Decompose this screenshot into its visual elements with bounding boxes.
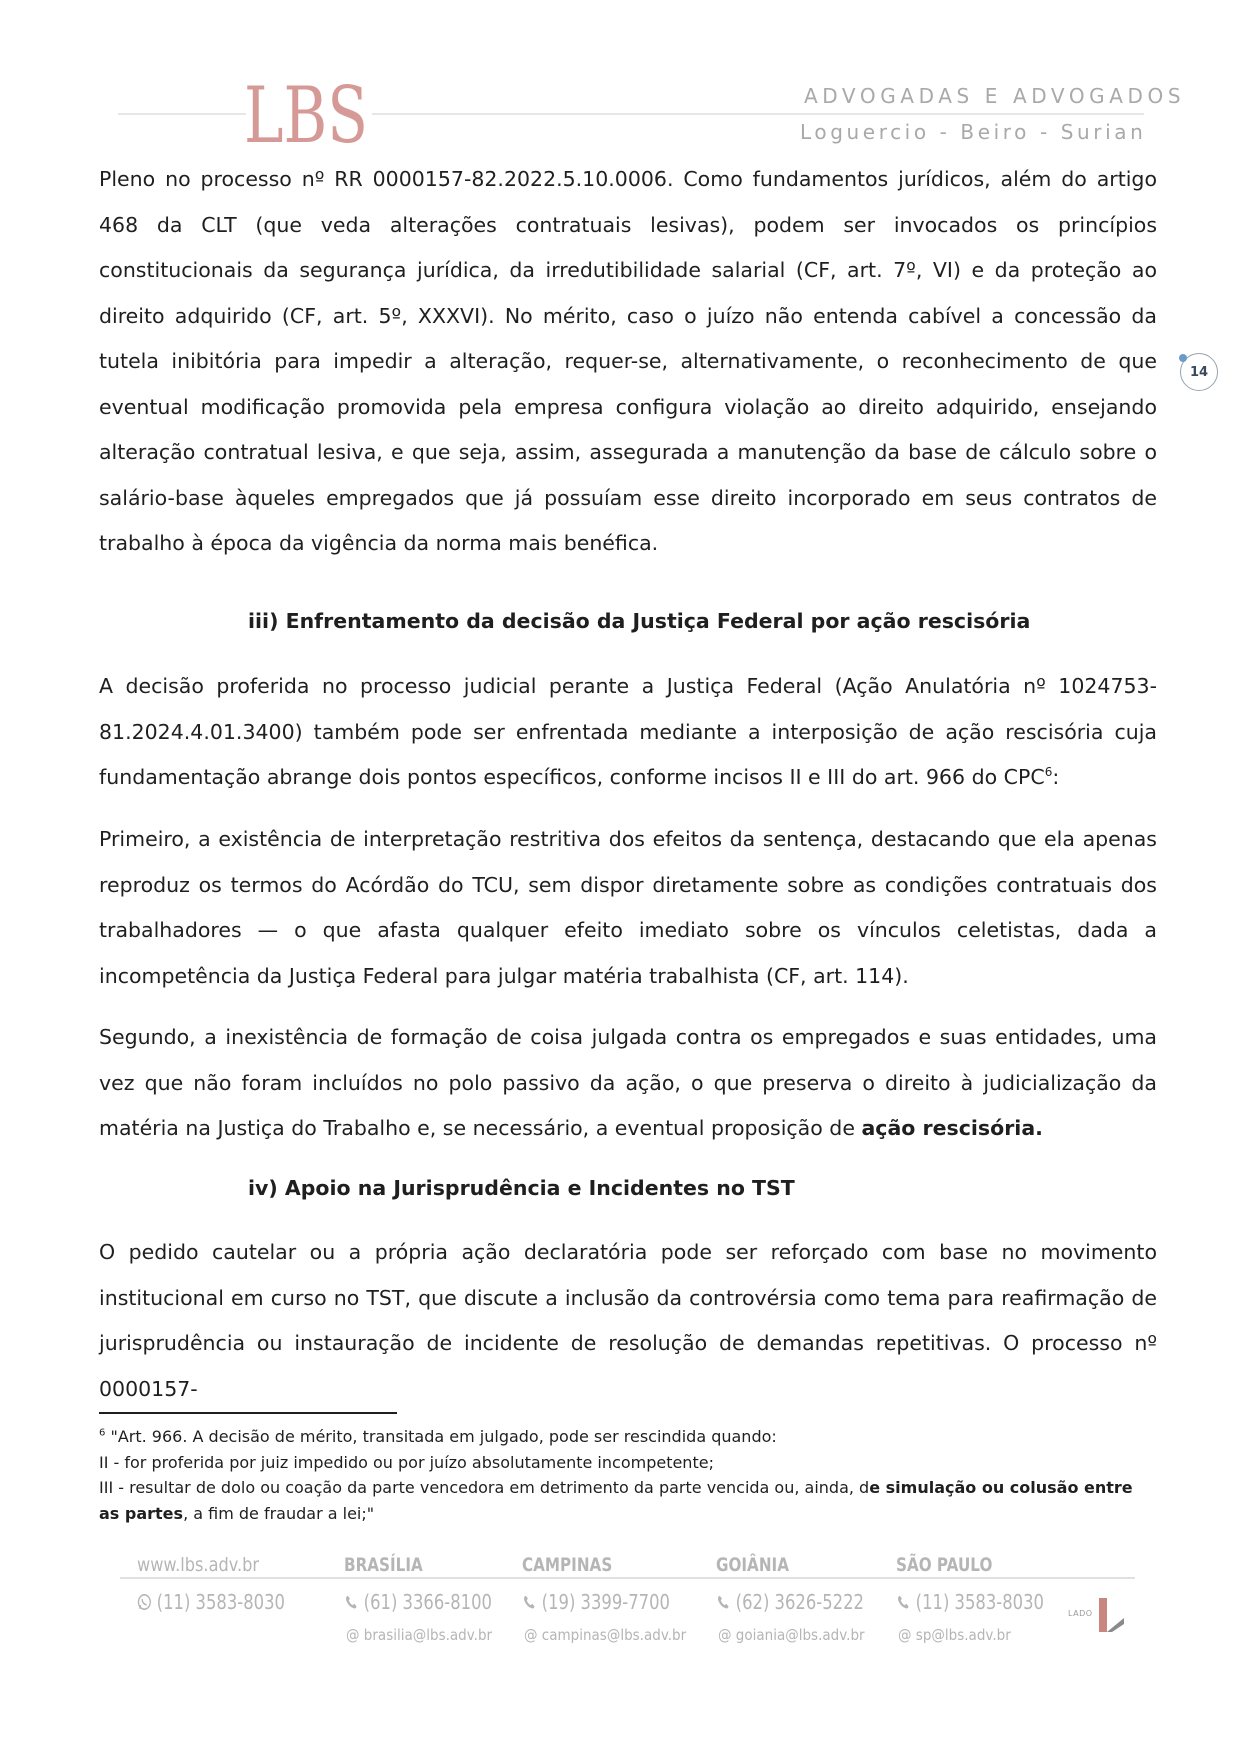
- header-rule-right: [372, 113, 1144, 115]
- footer-main-phone[interactable]: [137, 1590, 285, 1614]
- page-badge-dot: [1179, 354, 1187, 362]
- at-icon: @: [898, 1626, 916, 1644]
- office-email-sao-paulo-text: sp@lbs.adv.br: [915, 1626, 1011, 1644]
- page-number: 14: [1189, 364, 1209, 380]
- footnote-number: 6: [99, 1427, 106, 1439]
- office-phone-campinas-text: (19) 3399-7700: [541, 1590, 670, 1614]
- footer-rule: [120, 1577, 1135, 1579]
- office-phone-goiania-text: (62) 3626-5222: [735, 1590, 864, 1614]
- phone-icon: [522, 1593, 537, 1611]
- firm-partners: Loguercio - Beiro - Surian: [800, 120, 1147, 144]
- office-email-campinas[interactable]: [524, 1626, 686, 1644]
- office-phone-sao-paulo-text: (11) 3583-8030: [915, 1590, 1044, 1614]
- office-email-brasilia-text: brasilia@lbs.adv.br: [363, 1626, 493, 1644]
- paragraph-2-text: A decisão proferida no processo judicial perante a Justiça Federal (Ação Anulatória nº 1024753-81.2024.4.01.3400) também pode ser enfrentada mediante a interposição de ação rescisória cuja fundamentação abrange dois pontos específicos, conforme incisos II e III do art. 966 do CPC: [99, 674, 1157, 789]
- at-icon: @: [718, 1626, 736, 1644]
- footnote-line-4-bold: as partes: [99, 1503, 184, 1523]
- footer-website[interactable]: www.lbs.adv.br: [137, 1554, 260, 1576]
- paragraph-2-end: :: [1052, 765, 1060, 789]
- office-phone-brasilia[interactable]: [344, 1590, 492, 1614]
- footnote-rule: [99, 1412, 397, 1414]
- whatsapp-icon: [137, 1593, 152, 1611]
- paragraph-3: Primeiro, a existência de interpretação restritiva dos efeitos da sentença, destacando que ela apenas reproduz os termos do Acórdão do TCU, sem dispor diretamente sobre as condições contratuais dos trabalhadores — o que afasta qualquer efeito imediato sobre os vínculos celetistas, dada a incompetência da Justiça Federal para julgar matéria trabalhista (CF, art. 114).: [99, 827, 1157, 988]
- footer-main-phone-text: (11) 3583-8030: [156, 1590, 285, 1614]
- office-email-sao-paulo[interactable]: [898, 1626, 1011, 1644]
- footnote-line-2: II - for proferida por juiz impedido ou por juízo absolutamente incompetente;: [99, 1452, 714, 1472]
- office-email-brasilia[interactable]: [346, 1626, 492, 1644]
- paragraph-2: [99, 664, 1157, 801]
- office-email-goiania-text: goiania@lbs.adv.br: [735, 1626, 865, 1644]
- firm-name: ADVOGADAS E ADVOGADOS: [804, 84, 1186, 108]
- paragraph-1: Pleno no processo nº RR 0000157-82.2022.5.10.0006. Como fundamentos jurídicos, além do artigo 468 da CLT (que veda alterações contratuais lesivas), podem ser invocados os princípios constitucionais da segurança jurídica, da irredutibilidade salarial (CF, art. 7º, VI) e da proteção ao direito adquirido (CF, art. 5º, XXXVI). No mérito, caso o juízo não entenda cabível a concessão da tutela inibitória para impedir a alteração, requer-se, alternativamente, o reconhecimento de que eventual modificação promovida pela empresa configura violação ao direito adquirido, ensejando alteração contratual lesiva, e que seja, assim, assegurada a manutenção da base de cálculo sobre o salário-base àqueles empregados que já possuíam esse direito incorporado em seus contratos de trabalho à época da vigência da norma mais benéfica.: [99, 167, 1157, 555]
- office-phone-campinas[interactable]: [522, 1590, 670, 1614]
- office-email-campinas-text: campinas@lbs.adv.br: [541, 1626, 687, 1644]
- office-city-campinas: CAMPINAS: [522, 1554, 613, 1576]
- office-phone-goiania[interactable]: [716, 1590, 864, 1614]
- footnote-ref-6[interactable]: 6: [1044, 765, 1053, 780]
- footnote-line-1-text: "Art. 966. A decisão de mérito, transitada em julgado, pode ser rescindida quando:: [105, 1427, 777, 1446]
- footnote-line-1: [99, 1424, 1159, 1450]
- footnote-line-4-text: , a fim de fraudar a lei;": [183, 1503, 375, 1523]
- footnote-line-4: [99, 1501, 1159, 1527]
- office-city-brasilia: BRASÍLIA: [344, 1554, 423, 1576]
- footnote-line-3-text: III - resultar de dolo ou coação da parte vencedora em detrimento da parte vencida ou, ainda, d: [99, 1478, 870, 1497]
- lbs-logo: [244, 71, 368, 161]
- footnote-line-3: [99, 1475, 1159, 1501]
- at-icon: @: [524, 1626, 542, 1644]
- at-icon: @: [346, 1626, 364, 1644]
- section-heading-iii: iii) Enfrentamento da decisão da Justiça Federal por ação rescisória: [248, 609, 1031, 633]
- header-rule-left: [118, 113, 246, 115]
- section-heading-iv: iv) Apoio na Jurisprudência e Incidentes no TST: [248, 1176, 795, 1200]
- phone-icon: [896, 1593, 911, 1611]
- footnote-line-3-bold: e simulação ou colusão entre: [869, 1478, 1133, 1497]
- office-phone-sao-paulo[interactable]: [896, 1590, 1044, 1614]
- office-email-goiania[interactable]: [718, 1626, 865, 1644]
- office-city-goiania: GOIÂNIA: [716, 1554, 789, 1576]
- paragraph-5: O pedido cautelar ou a própria ação declaratória pode ser reforçado com base no movimento institucional em curso no TST, que discute a inclusão da controvérsia como tema para reafirmação de jurisprudência ou instauração de incidente de resolução de demandas repetitivas. O processo nº 0000157-: [99, 1240, 1157, 1401]
- phone-icon: [716, 1593, 731, 1611]
- office-phone-brasilia-text: (61) 3366-8100: [363, 1590, 492, 1614]
- lado-logo-icon: [1096, 1596, 1126, 1634]
- lado-label: LADO: [1068, 1609, 1093, 1618]
- phone-icon: [344, 1593, 359, 1611]
- footnote-6: [99, 1424, 1159, 1526]
- paragraph-4-text: Segundo, a inexistência de formação de coisa julgada contra os empregados e suas entidades, uma vez que não foram incluídos no polo passivo da ação, o que preserva o direito à judicialização da matéria na Justiça do Trabalho e, se necessário, a eventual proposição de: [99, 1025, 1157, 1140]
- lbs-logo-text: LBS: [244, 71, 368, 161]
- paragraph-4: [99, 1015, 1157, 1152]
- paragraph-4-bold: ação rescisória.: [861, 1116, 1043, 1140]
- office-city-sao-paulo: SÃO PAULO: [896, 1554, 993, 1576]
